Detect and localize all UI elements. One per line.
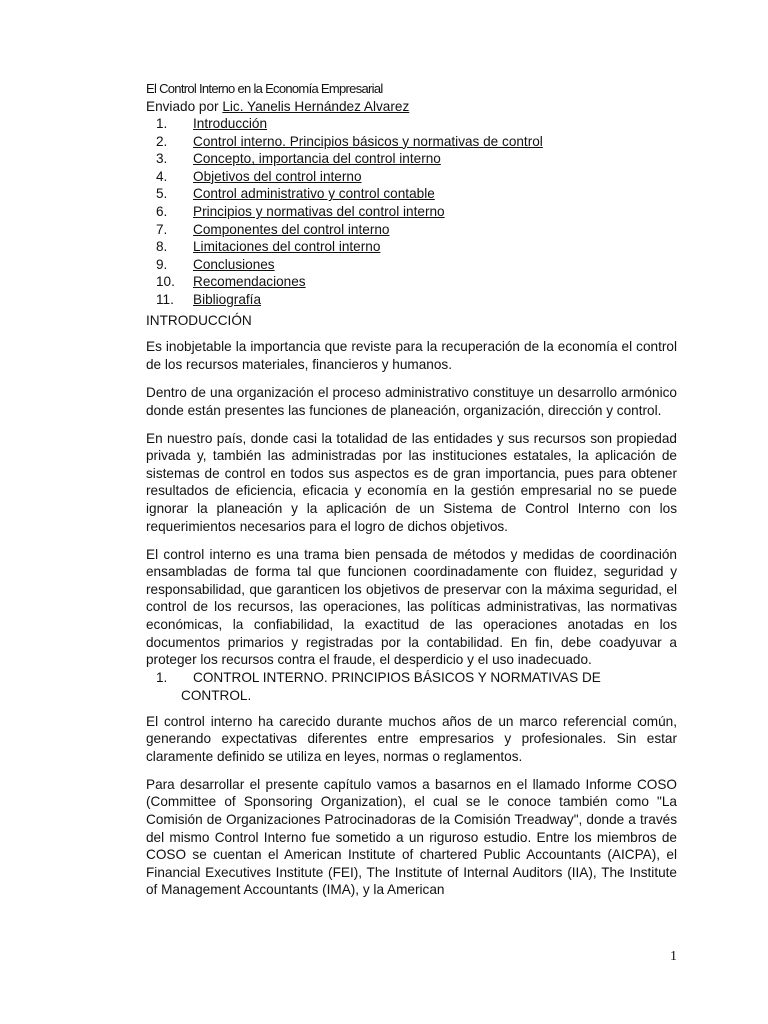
toc-link-introduccion[interactable]: Introducción (193, 116, 268, 132)
document-page (146, 80, 677, 909)
document-title: El Control Interno en la Economía Empresarial (146, 81, 383, 96)
table-of-contents (146, 115, 677, 309)
toc-link-control-interno[interactable]: Control interno. Principios básicos y normativas de control (193, 133, 543, 149)
toc-link-recomendaciones[interactable]: Recomendaciones (193, 274, 306, 290)
toc-number: 1. (156, 116, 168, 132)
toc-number: 6. (156, 204, 168, 220)
toc-item-control-interno (146, 133, 677, 151)
intro-heading: INTRODUCCIÓN (146, 312, 252, 328)
paragraph-4: El control interno es una trama bien pensada de métodos y medidas de coordinación ensambladas de forma tal que funcionen coordinadamente con fluidez, seguridad y responsabilidad, que garanticen los objetivos de preservar con la máxima seguridad, el control de los recursos, las operaciones, las políticas administrativas, las normativas económicas, la confiabilidad, la exactitud de las operaciones anotadas en los documentos primarios y registradas por la contabilidad. En fin, debe coadyuvar a proteger los recursos contra el fraude, el desperdicio y el uso inadecuado. (146, 546, 677, 668)
page-number: 1 (670, 949, 677, 964)
toc-item-conclusiones (146, 256, 677, 274)
toc-link-bibliografia[interactable]: Bibliografía (193, 292, 262, 308)
toc-number: 7. (156, 221, 168, 237)
toc-item-control-administrativo (146, 185, 677, 203)
toc-item-limitaciones (146, 238, 677, 256)
paragraph-2: Dentro de una organización el proceso administrativo constituye un desarrollo armónico donde están presentes las funciones de planeación, organización, dirección y control. (146, 384, 677, 418)
toc-item-objetivos (146, 168, 677, 186)
toc-item-bibliografia (146, 291, 677, 309)
paragraph-6: Para desarrollar el presente capítulo vamos a basarnos en el llamado Informe COSO (Committee of Sponsoring Organization), el cual se le conoce también como "La Comisión de Organizaciones Patrocinadoras de la Comisión Treadway", donde a través del mismo Control Interno fue sometido a un riguroso estudio. Entre los miembros de COSO se cuentan el American Institute of chartered Public Accountants (AICPA), el Financial Executives Institute (FEI), The Institute of Internal Auditors (IIA), The Institute of Management Accountants (IMA), y la American (146, 776, 677, 898)
toc-item-componentes (146, 221, 677, 239)
section-1-title (181, 669, 677, 704)
author-link[interactable]: Lic. Yanelis Hernández Alvarez (222, 98, 410, 114)
toc-item-introduccion (146, 115, 677, 133)
toc-number: 11. (156, 292, 174, 308)
paragraph-5: El control interno ha carecido durante muchos años de un marco referencial común, generando expectativas diferentes entre empresarios y profesionales. Sin estar claramente definido se utiliza en leyes, normas o reglamentos. (146, 713, 677, 764)
toc-item-recomendaciones (146, 273, 677, 291)
paragraph-3: En nuestro país, donde casi la totalidad de las entidades y sus recursos son propiedad privada y, también las administradas por las instituciones estatales, la aplicación de sistemas de control en todos sus aspectos es de gran importancia, pues para obtener resultados de eficiencia, eficacia y economía en la gestión empresarial no se puede ignorar la planeación y la aplicación de un Sistema de Control Interno con los requerimientos necesarios para el logro de dichos objetivos. (146, 430, 677, 534)
section-1-title-line-1: CONTROL INTERNO. PRINCIPIOS BÁSICOS Y NORMATIVAS DE (193, 670, 601, 686)
toc-item-concepto (146, 150, 677, 168)
toc-number: 10. (156, 274, 175, 290)
toc-number: 5. (156, 186, 168, 202)
toc-item-principios (146, 203, 677, 221)
toc-number: 9. (156, 256, 168, 272)
toc-number: 3. (156, 151, 168, 167)
section-1-heading (146, 669, 677, 704)
section-1-title-line-2: CONTROL. (181, 687, 252, 703)
toc-link-componentes[interactable]: Componentes del control interno (193, 221, 390, 237)
toc-link-objetivos[interactable]: Objetivos del control interno (193, 168, 362, 184)
toc-number: 2. (156, 133, 168, 149)
byline-prefix: Enviado por (146, 98, 219, 114)
toc-link-conclusiones[interactable]: Conclusiones (193, 256, 275, 272)
toc-number: 4. (156, 168, 168, 184)
toc-number: 8. (156, 239, 168, 255)
toc-link-concepto[interactable]: Concepto, importancia del control interno (193, 151, 441, 167)
byline (146, 98, 677, 116)
toc-link-limitaciones[interactable]: Limitaciones del control interno (193, 239, 381, 255)
paragraph-1: Es inobjetable la importancia que reviste para la recuperación de la economía el control de los recursos materiales, financieros y humanos. (146, 339, 677, 372)
toc-link-control-administrativo[interactable]: Control administrativo y control contable (193, 186, 435, 202)
section-1-number: 1. (156, 670, 168, 686)
toc-link-principios[interactable]: Principios y normativas del control interno (193, 204, 445, 220)
